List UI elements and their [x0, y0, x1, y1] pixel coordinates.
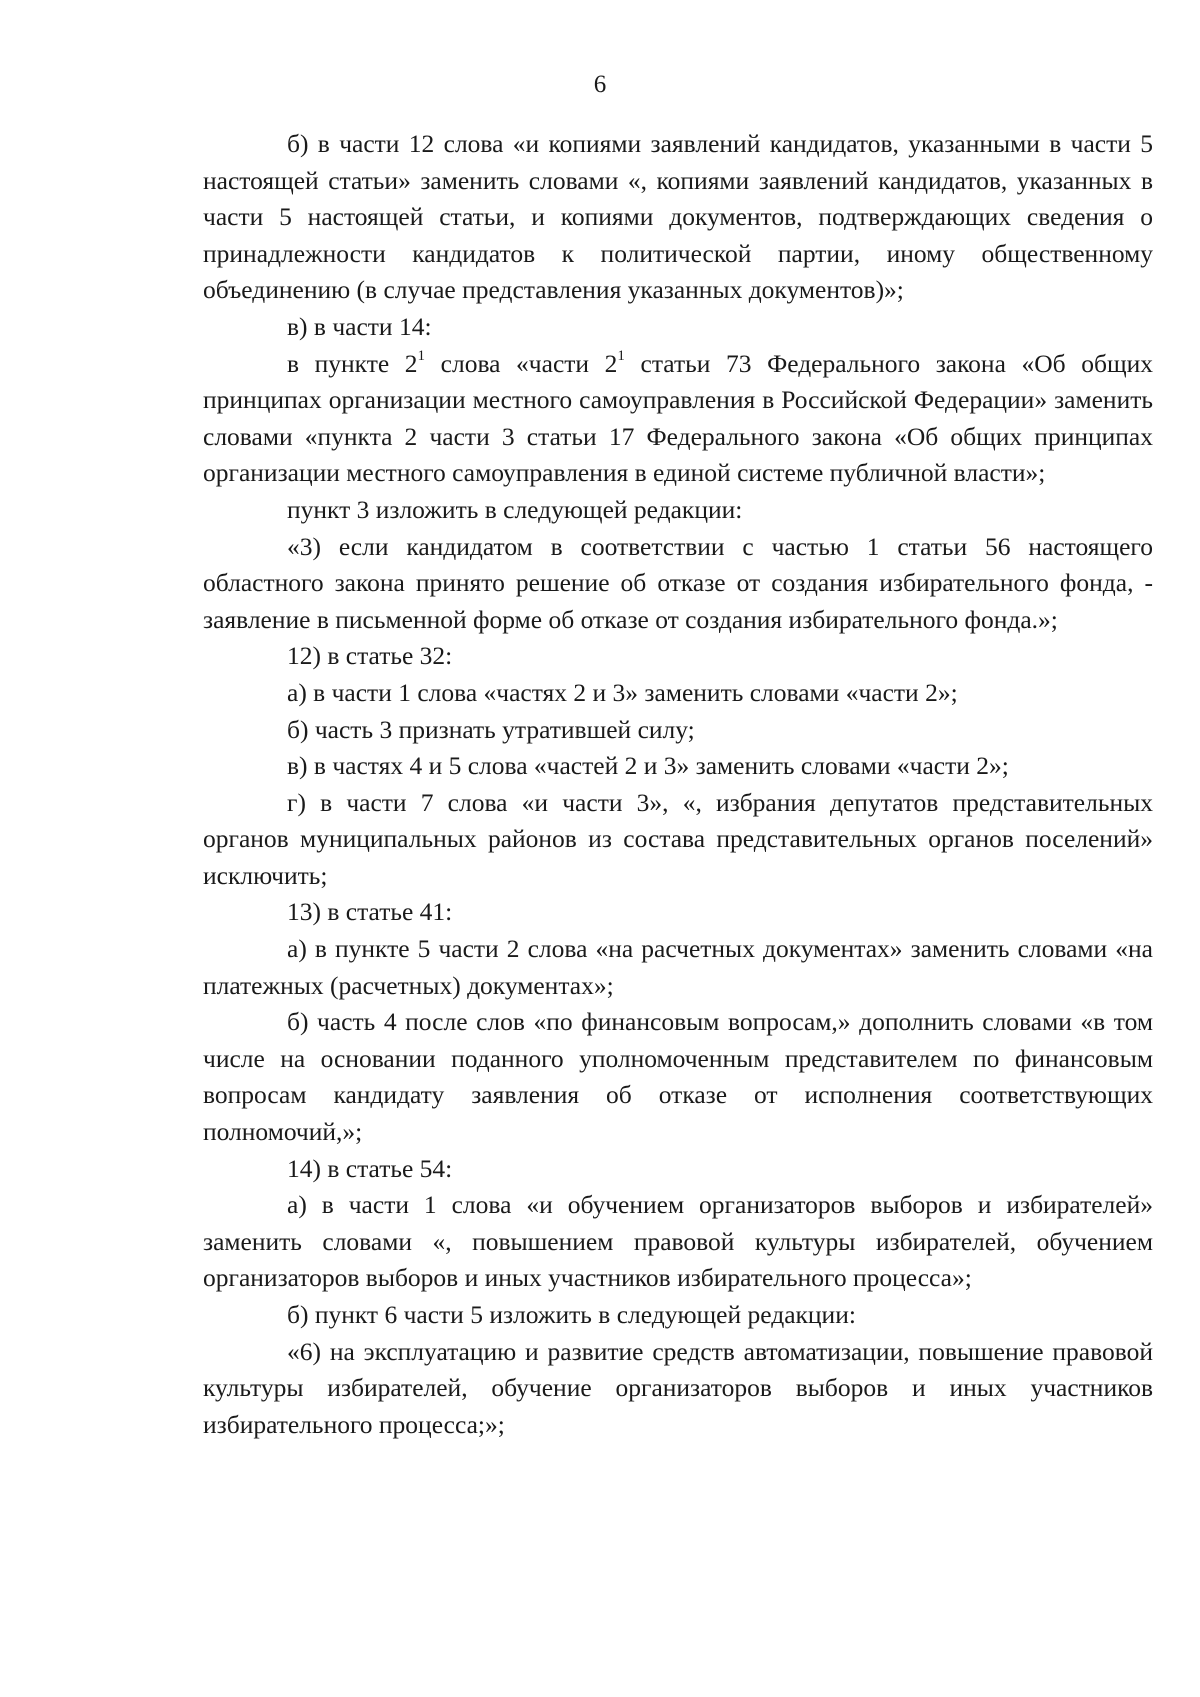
paragraph-point-2-1: в пункте $2^1$ слова «части $2^1$ статьи 73 Федерального закона «Об общих принципах организации местного самоуправления в Российской Федерации» заменить словами «пункта 2 части 3 статьи 17 Федерального закона «Об общих принципах организации местного самоуправления в единой системе публичной власти»;	[203, 348, 1153, 488]
paragraph-article-54-a: а) в части 1 слова «и обучением организаторов выборов и избирателей» заменить словами «, повышением правовой культуры избирателей, обучением организаторов выборов и иных участников избирательного процесса»;	[203, 1190, 1153, 1293]
paragraph-article-32-v: в) в частях 4 и 5 слова «частей 2 и 3» заменить словами «части 2»;	[287, 751, 1009, 781]
paragraph-article-32-a: а) в части 1 слова «частях 2 и 3» заменить словами «части 2»;	[287, 677, 958, 707]
paragraph-article-41-b: б) часть 4 после слов «по финансовым вопросам,» дополнить словами «в том числе на основании поданного уполномоченным представителем по финансовым вопросам кандидату заявления об отказе от исполнения соответствующих полномочий,»;	[203, 1007, 1153, 1147]
paragraph-amendment-v-part-14: в) в части 14:	[287, 311, 432, 341]
paragraph-article-41-a: а) в пункте 5 части 2 слова «на расчетных документах» заменить словами «на платежных (расчетных) документах»;	[203, 934, 1153, 1000]
paragraph-article-41: 13) в статье 41:	[287, 897, 453, 927]
superscript: 1	[617, 348, 625, 365]
paragraph-point-3-intro: пункт 3 изложить в следующей редакции:	[287, 494, 743, 524]
paragraph-point-3-text: «3) если кандидатом в соответствии с частью 1 статьи 56 настоящего областного закона принято решение об отказе от создания избирательного фонда, - заявление в письменной форме об отказе от создания избирательного фонда.»;	[203, 531, 1153, 634]
paragraph-point-6-text: «6) на эксплуатацию и развитие средств автоматизации, повышение правовой культуры избирателей, обучение организаторов выборов и иных участников избирательного процесса;»;	[203, 1336, 1153, 1439]
document-body	[203, 126, 1153, 1443]
paragraph-article-32-g: г) в части 7 слова «и части 3», «, избрания депутатов представительных органов муниципальных районов из состава представительных органов поселений» исключить;	[203, 787, 1153, 890]
paragraph-article-54-b: б) пункт 6 части 5 изложить в следующей редакции:	[287, 1300, 856, 1329]
paragraph-article-32: 12) в статье 32:	[287, 641, 453, 671]
paragraph-article-54: 14) в статье 54:	[287, 1153, 453, 1183]
page-number: 6	[593, 71, 607, 98]
superscript: 1	[417, 348, 426, 365]
paragraph-amendment-b-part-12: б) в части 12 слова «и копиями заявлений кандидатов, указанными в части 5 настоящей статьи» заменить словами «, копиями заявлений кандидатов, указанных в части 5 настоящей статьи, и копиями документов, подтверждающих сведения о принадлежности кандидатов к политической партии, иному общественному объединению (в случае представления указанных документов)»;	[203, 129, 1153, 305]
paragraph-article-32-b: б) часть 3 признать утратившей силу;	[287, 714, 695, 744]
